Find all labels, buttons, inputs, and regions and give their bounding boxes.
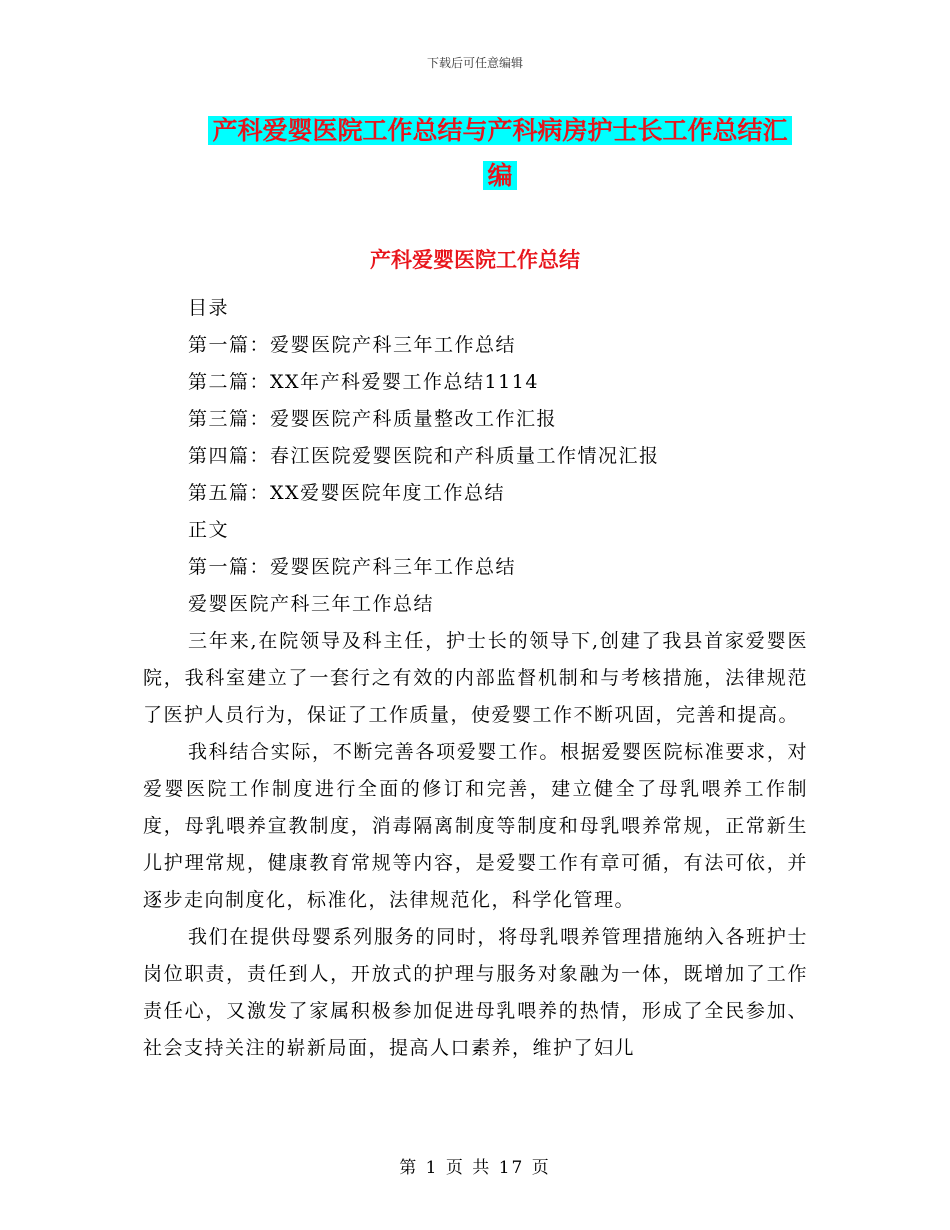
toc-item: 第四篇：春江医院爱婴医院和产科质量工作情况汇报 <box>188 445 660 467</box>
body-heading: 正文 <box>188 519 230 541</box>
document-title-line-2: 编 <box>483 161 516 190</box>
document-body <box>143 290 808 1067</box>
toc-item: 第一篇：爱婴医院产科三年工作总结 <box>188 334 517 356</box>
paragraph: 三年来,在院领导及科主任，护士长的领导下,创建了我县首家爱婴医院，我科室建立了一套行之有效的内部监督机制和与考核措施，法律规范了医护人员行为，保证了工作质量，使爱婴工作不断巩固，完善和提高。 <box>143 630 808 726</box>
document-title <box>190 108 810 198</box>
section-title: 产科爱婴医院工作总结 <box>370 248 580 272</box>
paragraph: 我科结合实际，不断完善各项爱婴工作。根据爱婴医院标准要求，对爱婴医院工作制度进行全面的修订和完善，建立健全了母乳喂养工作制度，母乳喂养宣教制度，消毒隔离制度等制度和母乳喂养常规，正常新生儿护理常规，健康教育常规等内容，是爱婴工作有章可循，有法可依，并逐步走向制度化，标准化，法律规范化，科学化管理。 <box>143 741 808 911</box>
sub-title: 爱婴医院产科三年工作总结 <box>188 593 435 615</box>
header-note: 下载后可任意编辑 <box>426 56 523 70</box>
toc-item: 第二篇：XX年产科爱婴工作总结1114 <box>188 371 539 393</box>
page-footer: 第 1 页 共 17 页 <box>399 1158 551 1178</box>
toc-heading: 目录 <box>188 297 230 319</box>
chapter-title: 第一篇：爱婴医院产科三年工作总结 <box>188 556 517 578</box>
paragraph: 我们在提供母婴系列服务的同时，将母乳喂养管理措施纳入各班护士岗位职责，责任到人，开放式的护理与服务对象融为一体，既增加了工作责任心，又激发了家属积极参加促进母乳喂养的热情，形成了全民参加、社会支持关注的崭新局面，提高人口素养，维护了妇儿 <box>143 926 808 1059</box>
toc-item: 第三篇：爱婴医院产科质量整改工作汇报 <box>188 408 558 430</box>
toc-item: 第五篇：XX爱婴医院年度工作总结 <box>188 482 506 504</box>
document-title-line-1: 产科爱婴医院工作总结与产科病房护士长工作总结汇 <box>208 116 791 145</box>
